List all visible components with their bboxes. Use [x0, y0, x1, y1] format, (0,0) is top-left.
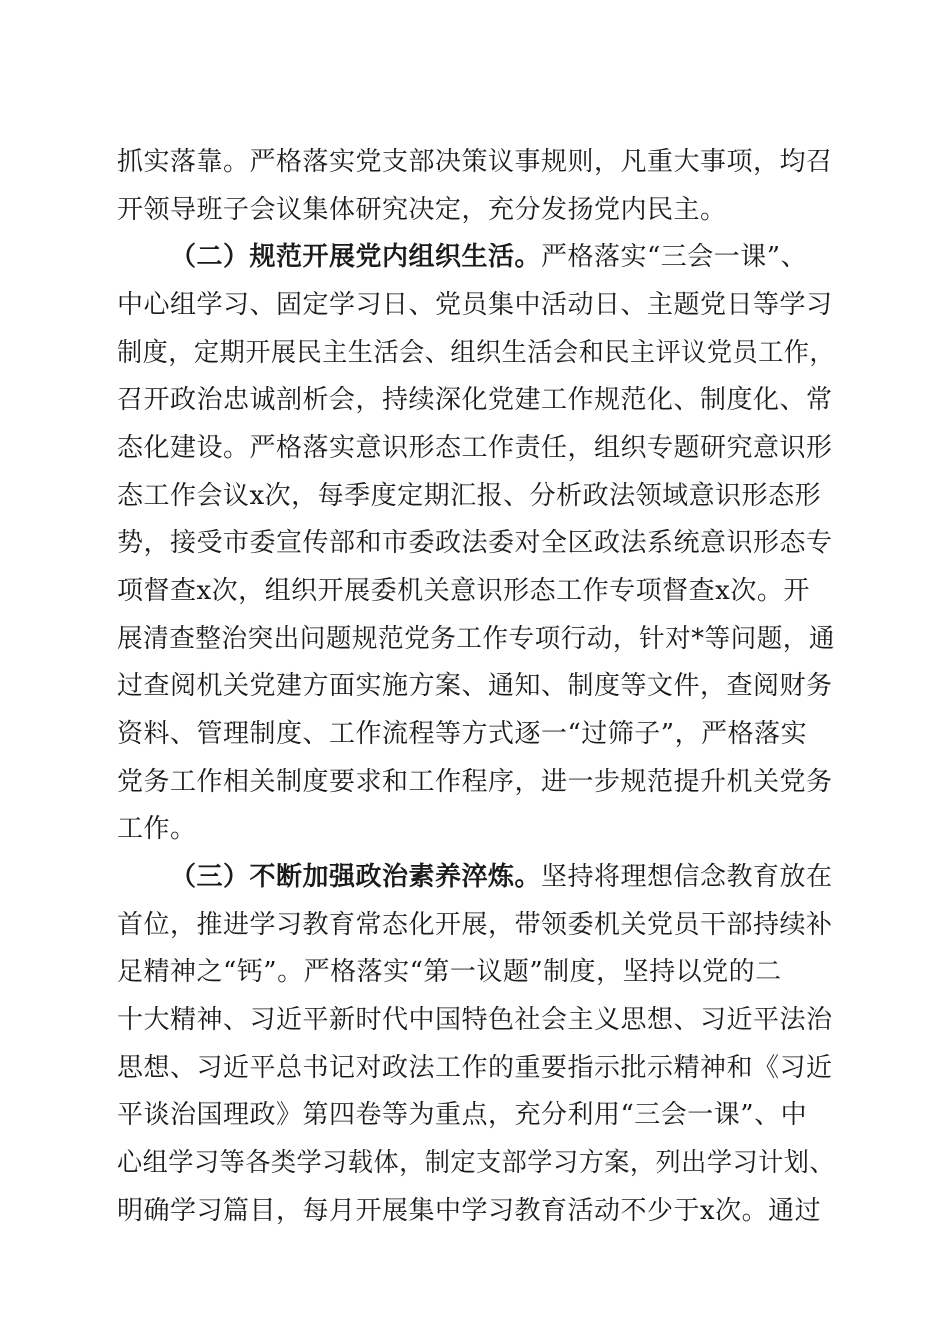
paragraph-line: 召开政治忠诚剖析会，持续深化党建工作规范化、制度化、常 [117, 385, 833, 415]
paragraph-line: 开领导班子会议集体研究决定，充分发扬党内民主。 [117, 195, 727, 225]
paragraph-line: 首位，推进学习教育常态化开展，带领委机关党员干部持续补 [117, 910, 833, 940]
paragraph-line: 过查阅机关党建方面实施方案、通知、制度等文件，查阅财务 [117, 671, 833, 701]
paragraph-line: 平谈治国理政》第四卷等为重点，充分利用“三会一课”、中 [117, 1100, 808, 1130]
paragraph-line: 党务工作相关制度要求和工作程序，进一步规范提升机关党务 [117, 767, 833, 797]
paragraph-line: 思想、习近平总书记对政法工作的重要指示批示精神和《习近 [117, 1053, 833, 1083]
paragraph-line: 项督查x次，组织开展委机关意识形态工作专项督查x次。开 [117, 576, 810, 606]
paragraph-line: 工作。 [117, 814, 197, 844]
paragraph-line: 十大精神、习近平新时代中国特色社会主义思想、习近平法治 [117, 1005, 833, 1035]
section-2-text: 严格落实“三会一课”、 [541, 242, 808, 272]
section-3-first-line [170, 860, 833, 894]
paragraph-line: 态化建设。严格落实意识形态工作责任，组织专题研究意识形 [117, 433, 833, 463]
paragraph-line: 态工作会议x次，每季度定期汇报、分析政法领域意识形态形 [117, 481, 822, 511]
section-3-text: 坚持将理想信念教育放在 [541, 862, 833, 892]
paragraph-line: 心组学习等各类学习载体，制定支部学习方案，列出学习计划、 [117, 1148, 836, 1178]
paragraph-line: 中心组学习、固定学习日、党员集中活动日、主题党日等学习 [117, 290, 833, 320]
section-3-heading: （三）不断加强政治素养淬炼。 [170, 862, 542, 892]
section-2-heading: （二）规范开展党内组织生活。 [170, 242, 542, 272]
section-2-first-line [170, 240, 807, 274]
paragraph-line: 足精神之“钙”。严格落实“第一议题”制度，坚持以党的二 [117, 957, 782, 987]
paragraph-line: 抓实落靠。严格落实党支部决策议事规则，凡重大事项，均召 [117, 147, 833, 177]
paragraph-line: 资料、管理制度、工作流程等方式逐一“过筛子”，严格落实 [117, 719, 808, 749]
paragraph-line: 势，接受市委宣传部和市委政法委对全区政法系统意识形态专 [117, 528, 833, 558]
paragraph-line: 明确学习篇目，每月开展集中学习教育活动不少于x次。通过 [117, 1196, 822, 1226]
paragraph-line: 制度，定期开展民主生活会、组织生活会和民主评议党员工作， [117, 338, 836, 368]
paragraph-line: 展清查整治突出问题规范党务工作专项行动，针对*等问题，通 [117, 624, 836, 654]
